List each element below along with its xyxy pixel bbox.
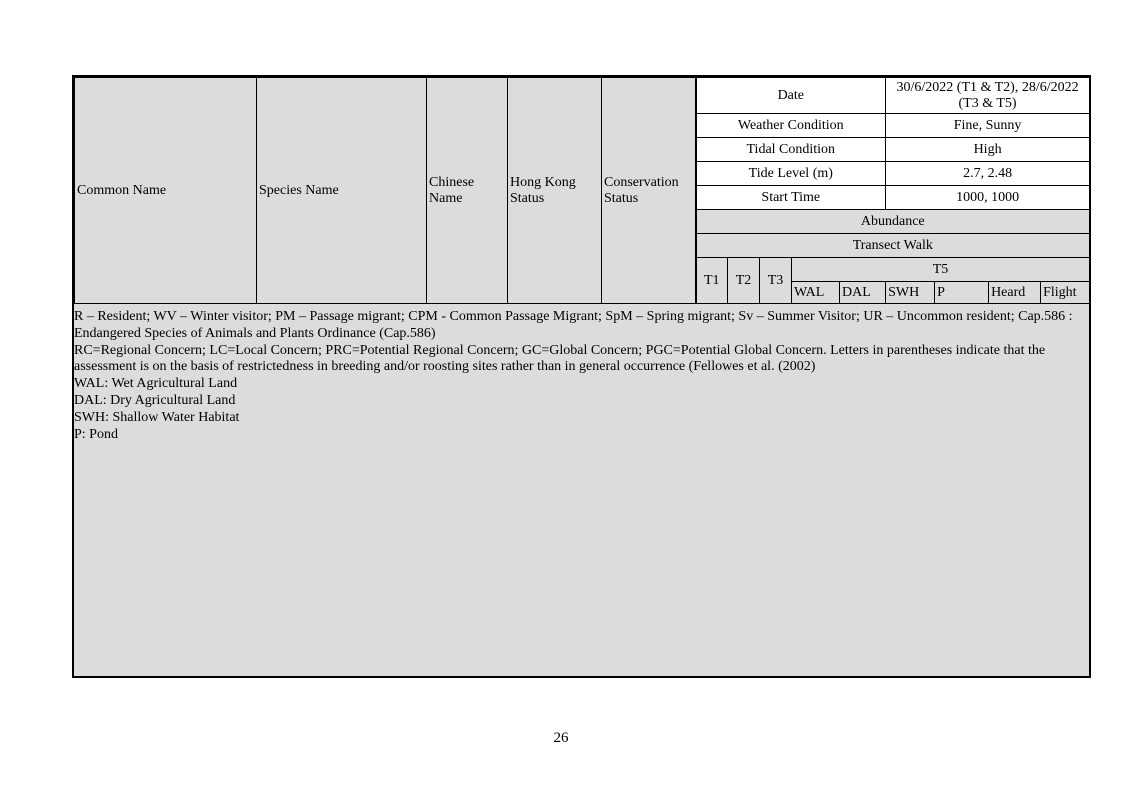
header-hk-status: Hong Kong Status bbox=[508, 78, 602, 304]
meta-date-label: Date bbox=[696, 78, 886, 114]
note-swh: SWH: Shallow Water Habitat bbox=[74, 409, 240, 425]
transect-walk-header: Transect Walk bbox=[696, 234, 1090, 258]
header-common-name: Common Name bbox=[75, 78, 257, 304]
meta-weather-value: Fine, Sunny bbox=[886, 114, 1090, 138]
header-chinese-name: Chinese Name bbox=[427, 78, 508, 304]
t5-wal-header: WAL bbox=[792, 282, 840, 304]
species-table-container bbox=[72, 75, 1091, 678]
note-pond: P: Pond bbox=[74, 426, 118, 442]
meta-tide-level-value: 2.7, 2.48 bbox=[886, 162, 1090, 186]
transect-t3-header: T3 bbox=[760, 258, 792, 304]
meta-tidal-value: High bbox=[886, 138, 1090, 162]
meta-start-time-label: Start Time bbox=[696, 186, 886, 210]
note-wal: WAL: Wet Agricultural Land bbox=[74, 376, 238, 392]
transect-t5-header: T5 bbox=[792, 258, 1090, 282]
t5-swh-header: SWH bbox=[886, 282, 935, 304]
note-status-legend: R – Resident; WV – Winter visitor; PM – Passage migrant; CPM - Common Passage Migrant; SpM – Spring migrant; Sv – Summer Visitor; UR – Uncommon resident; Cap.586 : Endangered Species of Animals and Plants Ordinance (Cap.586) bbox=[74, 309, 1073, 341]
t5-heard-header: Heard bbox=[989, 282, 1041, 304]
meta-start-time-value: 1000, 1000 bbox=[886, 186, 1090, 210]
note-dal: DAL: Dry Agricultural Land bbox=[74, 392, 236, 408]
header-conservation-status: Conservation Status bbox=[602, 78, 696, 304]
header-species-name: Species Name bbox=[257, 78, 427, 304]
abundance-header: Abundance bbox=[696, 210, 1090, 234]
species-survey-table bbox=[74, 77, 1090, 304]
note-concern-legend: RC=Regional Concern; LC=Local Concern; PRC=Potential Regional Concern; GC=Global Concern; PGC=Potential Global Concern. Letters in parentheses indicate that the assessment is on the basis of restrictedness in breeding and/or roosting sites rather than in general occurrence (Fellowes et al. (2002) bbox=[74, 342, 1046, 375]
meta-tide-level-label: Tide Level (m) bbox=[696, 162, 886, 186]
t5-dal-header: DAL bbox=[840, 282, 886, 304]
transect-t2-header: T2 bbox=[728, 258, 760, 304]
page-number: 26 bbox=[553, 730, 569, 746]
meta-date-value: 30/6/2022 (T1 & T2), 28/6/2022 (T3 & T5) bbox=[886, 78, 1090, 114]
transect-t1-header: T1 bbox=[696, 258, 728, 304]
meta-weather-label: Weather Condition bbox=[696, 114, 886, 138]
meta-tidal-label: Tidal Condition bbox=[696, 138, 886, 162]
t5-flight-header: Flight bbox=[1041, 282, 1090, 304]
t5-pond-header: P bbox=[935, 282, 989, 304]
table-notes bbox=[74, 309, 1089, 443]
